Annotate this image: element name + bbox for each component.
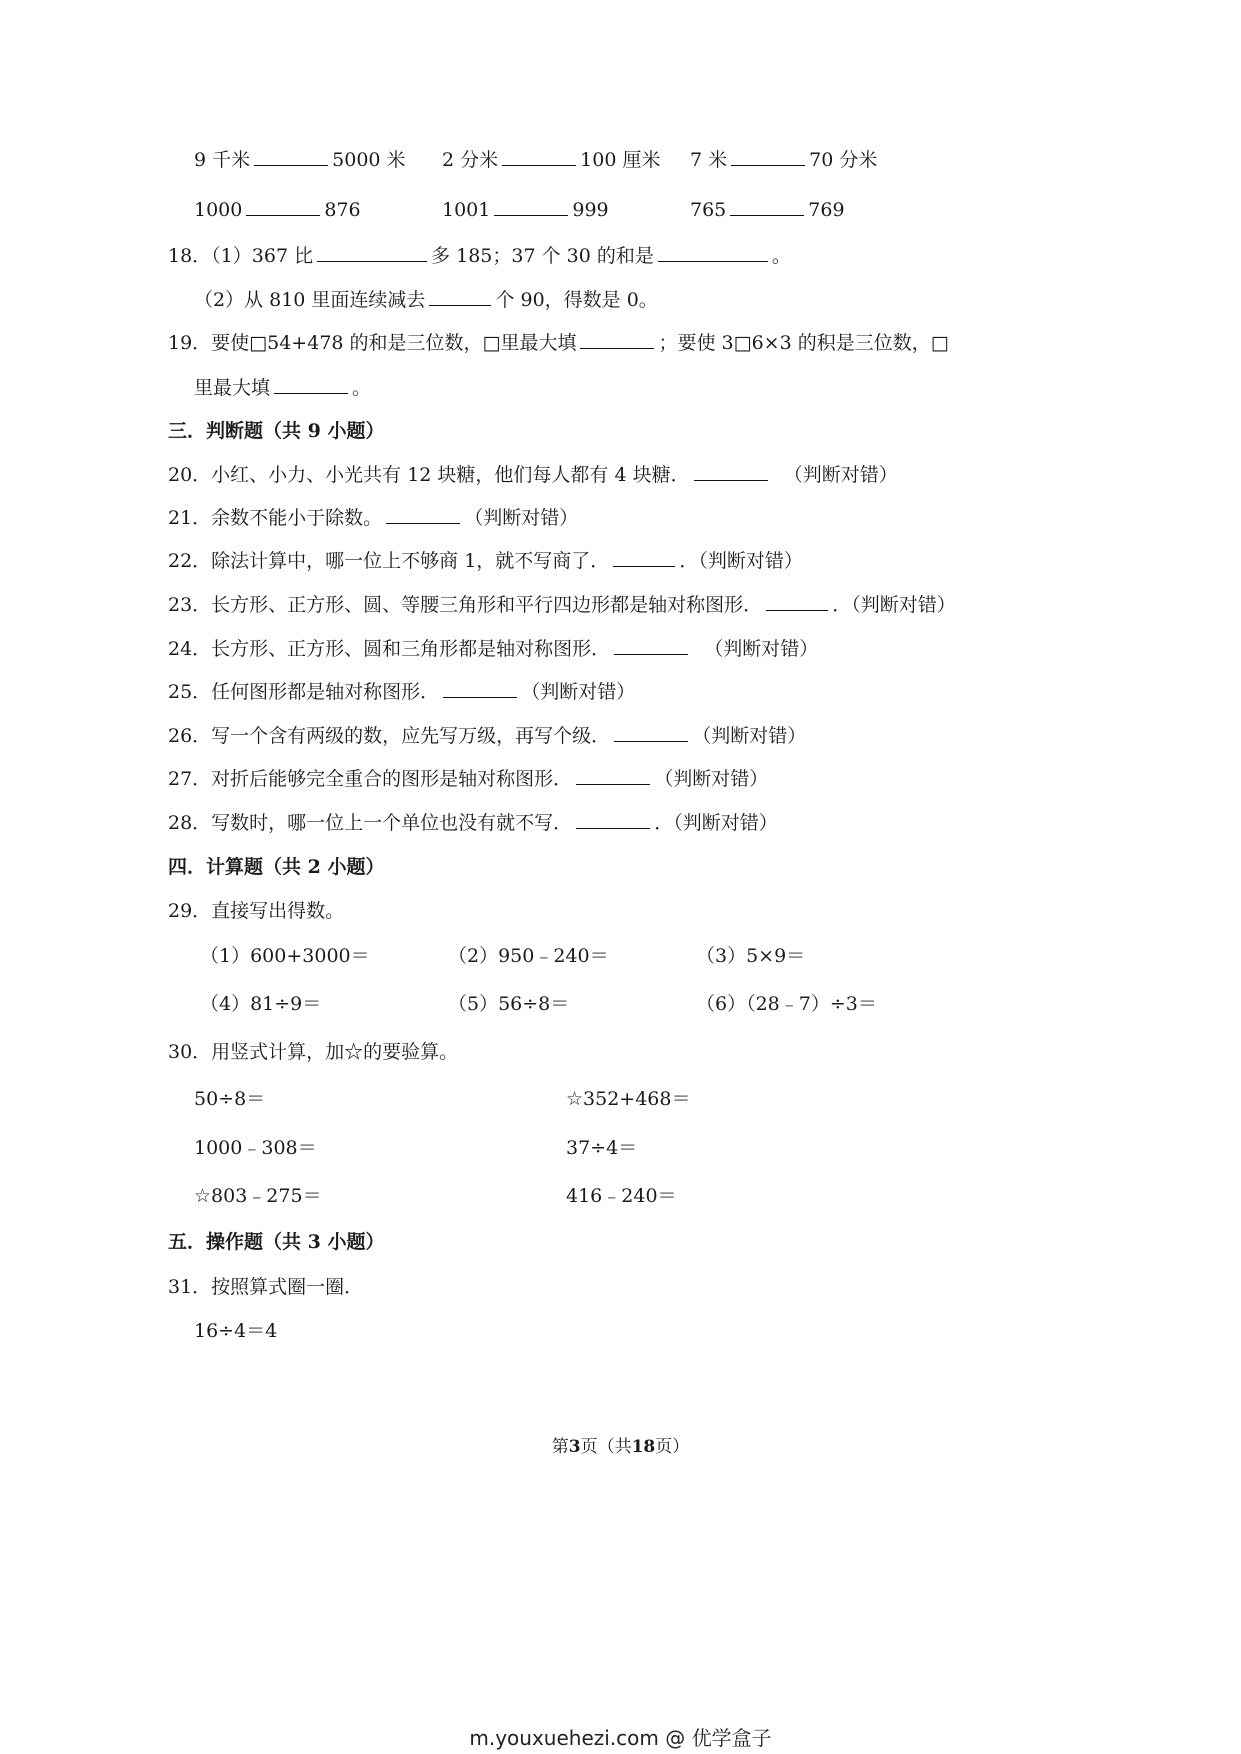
question-18-part-1: 18．（1）367 比 多 185；37 个 30 的和是 。 bbox=[168, 245, 791, 267]
calc-item: （2）950﹣240＝ bbox=[448, 945, 609, 967]
question-item: 26．写一个含有两级的数，应先写万级，再写个级． （判断对错） bbox=[168, 725, 807, 747]
answer-blank[interactable] bbox=[694, 462, 768, 481]
compare-item: 1001 999 bbox=[442, 199, 609, 221]
answer-blank[interactable] bbox=[246, 197, 320, 216]
calc-item: （6）（28﹣7）÷3＝ bbox=[696, 993, 877, 1015]
section-title: 四．计算题（共 2 小题） bbox=[168, 856, 385, 878]
question-30-title: 30．用竖式计算，加☆的要验算。 bbox=[168, 1041, 459, 1063]
answer-blank[interactable] bbox=[386, 505, 460, 524]
watermark-text: m.youxuehezi.com @ 优学盒子 bbox=[469, 1726, 772, 1750]
answer-blank[interactable] bbox=[731, 147, 805, 166]
page-number: 第3页（共18页） bbox=[551, 1437, 690, 1457]
calc-item: 50÷8＝ bbox=[194, 1088, 266, 1110]
question-item: 25．任何图形都是轴对称图形． （判断对错） bbox=[168, 681, 636, 703]
calc-item: 1000﹣308＝ bbox=[194, 1137, 317, 1159]
question-item: 27．对折后能够完全重合的图形是轴对称图形． （判断对错） bbox=[168, 768, 769, 790]
question-19-cont: 里最大填 。 bbox=[194, 377, 372, 399]
answer-blank[interactable] bbox=[254, 147, 328, 166]
question-18-part-2: （2）从 810 里面连续减去 个 90，得数是 0。 bbox=[194, 289, 658, 311]
compare-item: 9 千米 5000 米 bbox=[194, 149, 406, 171]
answer-blank[interactable] bbox=[766, 592, 828, 611]
answer-blank[interactable] bbox=[274, 375, 348, 394]
question-29-title: 29．直接写出得数。 bbox=[168, 900, 345, 922]
compare-item: 2 分米 100 厘米 bbox=[442, 149, 661, 171]
answer-blank[interactable] bbox=[580, 330, 654, 349]
calc-item: 37÷4＝ bbox=[566, 1137, 638, 1159]
answer-blank[interactable] bbox=[658, 243, 768, 262]
calc-item: （3）5×9＝ bbox=[696, 945, 806, 967]
compare-item: 765 769 bbox=[690, 199, 845, 221]
calc-item: （4）81÷9＝ bbox=[200, 993, 322, 1015]
section-title: 五．操作题（共 3 小题） bbox=[168, 1231, 385, 1253]
question-item: 21．余数不能小于除数。 （判断对错） bbox=[168, 507, 579, 529]
question-item: 22．除法计算中，哪一位上不够商 1，就不写商了． ．（判断对错） bbox=[168, 550, 803, 572]
compare-item: 7 米 70 分米 bbox=[690, 149, 878, 171]
question-19: 19．要使□54+478 的和是三位数，□里最大填 ；要使 3□6×3 的积是三位数，□ bbox=[168, 332, 949, 354]
question-item: 24．长方形、正方形、圆和三角形都是轴对称图形． （判断对错） bbox=[168, 638, 819, 660]
question-item: 23．长方形、正方形、圆、等腰三角形和平行四边形都是轴对称图形． ．（判断对错） bbox=[168, 594, 956, 616]
question-31-title: 31．按照算式圈一圈． bbox=[168, 1276, 364, 1298]
answer-blank[interactable] bbox=[576, 766, 650, 785]
answer-blank[interactable] bbox=[614, 723, 688, 742]
answer-blank[interactable] bbox=[614, 636, 688, 655]
answer-blank[interactable] bbox=[730, 197, 804, 216]
calc-item: （5）56÷8＝ bbox=[448, 993, 570, 1015]
question-31-expression: 16÷4＝4 bbox=[194, 1320, 278, 1342]
answer-blank[interactable] bbox=[443, 679, 517, 698]
answer-blank[interactable] bbox=[429, 287, 491, 306]
question-item: 20．小红、小力、小光共有 12 块糖，他们每人都有 4 块糖． （判断对错） bbox=[168, 464, 898, 486]
answer-blank[interactable] bbox=[317, 243, 427, 262]
calc-item: ☆352+468＝ bbox=[566, 1088, 691, 1110]
section-title: 三．判断题（共 9 小题） bbox=[168, 420, 385, 442]
answer-blank[interactable] bbox=[494, 197, 568, 216]
compare-item: 1000 876 bbox=[194, 199, 361, 221]
question-item: 28．写数时，哪一位上一个单位也没有就不写． ．（判断对错） bbox=[168, 812, 778, 834]
answer-blank[interactable] bbox=[502, 147, 576, 166]
calc-item: ☆803﹣275＝ bbox=[194, 1185, 322, 1207]
answer-blank[interactable] bbox=[576, 810, 650, 829]
answer-blank[interactable] bbox=[613, 548, 675, 567]
calc-item: 416﹣240＝ bbox=[566, 1185, 677, 1207]
calc-item: （1）600+3000＝ bbox=[200, 945, 370, 967]
